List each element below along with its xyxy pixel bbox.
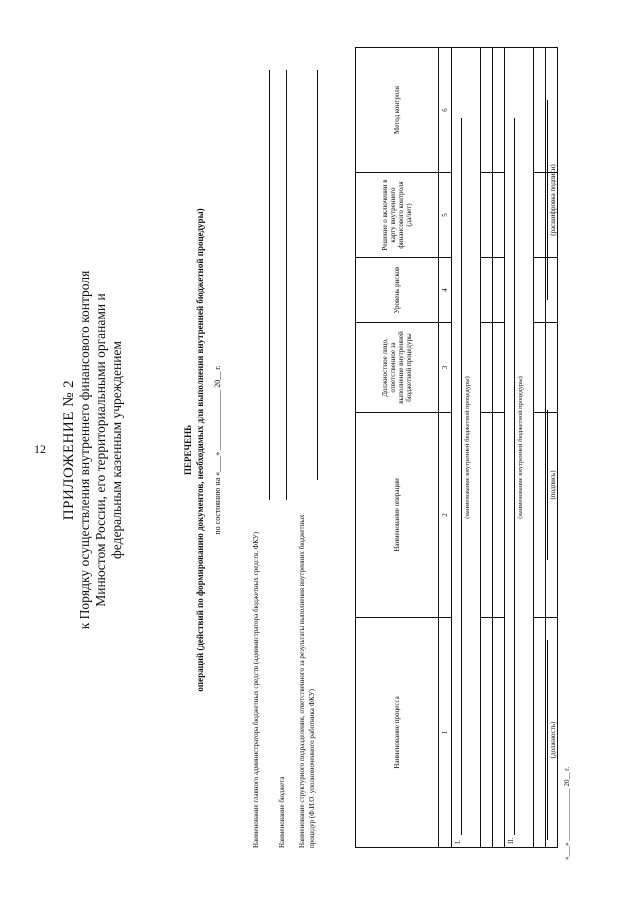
- section-caption: (наименование внутренней бюджетной процедуры): [464, 376, 471, 519]
- field-budget: Наименование бюджета: [278, 776, 286, 848]
- section-row: [505, 48, 534, 848]
- signature-caption: (подпись): [549, 470, 557, 500]
- table-cell: [481, 48, 493, 173]
- field-administrator: Наименование главного администратора бюджетных средств (администратора бюджетных средств, ФКУ): [252, 531, 260, 848]
- position-caption: (должность): [549, 721, 557, 759]
- header-control-method: Метод контроля: [356, 48, 439, 173]
- section-line: [461, 118, 462, 835]
- table-cell: [534, 173, 546, 258]
- table-header-row: [356, 48, 439, 848]
- table-cell: [534, 48, 546, 173]
- header-responsible: Должностное лицо, ответственное за выполнение внутренней бюджетной процедуры: [356, 323, 439, 413]
- field-budget-line: [286, 70, 287, 500]
- column-number: 2: [439, 413, 452, 618]
- signature-date: «___» _______________ 20__ г.: [563, 766, 571, 860]
- list-date-line: по состоянию на «____» _______________ 20__ г.: [213, 365, 222, 535]
- appendix-line-2: Минюстом России, его территориальными органами и: [93, 293, 108, 607]
- table-cell: [546, 323, 558, 413]
- table-cell: [493, 618, 505, 848]
- appendix-header: [61, 40, 125, 860]
- column-number: 5: [439, 173, 452, 258]
- rotated-sheet: [55, 40, 575, 860]
- list-subtitle: операций (действий по формированию документов, необходимых для выполнения внутренней бюджетной процедуры): [195, 208, 205, 692]
- section-line: [514, 118, 515, 835]
- table-cell: [481, 173, 493, 258]
- page-number: 12: [34, 442, 46, 456]
- appendix-title: ПРИЛОЖЕНИЕ № 2: [61, 379, 77, 521]
- column-number: 4: [439, 258, 452, 323]
- table-cell: [534, 618, 546, 848]
- table-cell: [534, 413, 546, 618]
- table-row: [493, 48, 505, 848]
- table-cell: [493, 173, 505, 258]
- section-cell: [505, 48, 534, 848]
- table-cell: [481, 323, 493, 413]
- header-process: Наименование процесса: [356, 618, 439, 848]
- table-cell: [481, 618, 493, 848]
- table-cell: [481, 413, 493, 618]
- position-line: [547, 640, 548, 840]
- column-number: 1: [439, 618, 452, 848]
- section-row: [452, 48, 481, 848]
- field-department: Наименование структурного подразделения, ответственного за результаты выполнения внутренних бюджетных процедур (Ф.И.О. уполномоченного работника ФКУ): [298, 514, 316, 848]
- table-cell: [493, 413, 505, 618]
- signature-line: [547, 410, 548, 560]
- table-cell: [493, 323, 505, 413]
- section-cell: [452, 48, 481, 848]
- table-row: [481, 48, 493, 848]
- table-cell: [534, 323, 546, 413]
- section-mark: I.: [454, 839, 462, 844]
- header-operation: Наименование операции: [356, 413, 439, 618]
- field-administrator-line: [269, 70, 270, 500]
- decoding-line: [547, 100, 548, 300]
- header-decision: Решение о включении в карту внутреннего финансового контроля (да/нет): [356, 173, 439, 258]
- table-row: [534, 48, 546, 848]
- list-title: ПЕРЕЧЕНЬ: [183, 424, 193, 476]
- column-number-row: [439, 48, 452, 848]
- column-number: 6: [439, 48, 452, 173]
- field-department-line: [317, 70, 318, 480]
- appendix-line-3: федеральным казенным учреждением: [109, 341, 124, 559]
- table-cell: [481, 258, 493, 323]
- table-cell: [534, 258, 546, 323]
- header-risk-level: Уровень рисков: [356, 258, 439, 323]
- operations-table: [355, 47, 558, 848]
- section-mark: II.: [507, 837, 515, 844]
- section-caption: (наименование внутренней бюджетной процедуры): [517, 376, 524, 519]
- column-number: 3: [439, 323, 452, 413]
- table-cell: [493, 258, 505, 323]
- decoding-caption: (расшифровка подписи): [549, 164, 557, 236]
- table-cell: [493, 48, 505, 173]
- appendix-line-1: к Порядку осуществления внутреннего финансового контроля: [77, 270, 92, 630]
